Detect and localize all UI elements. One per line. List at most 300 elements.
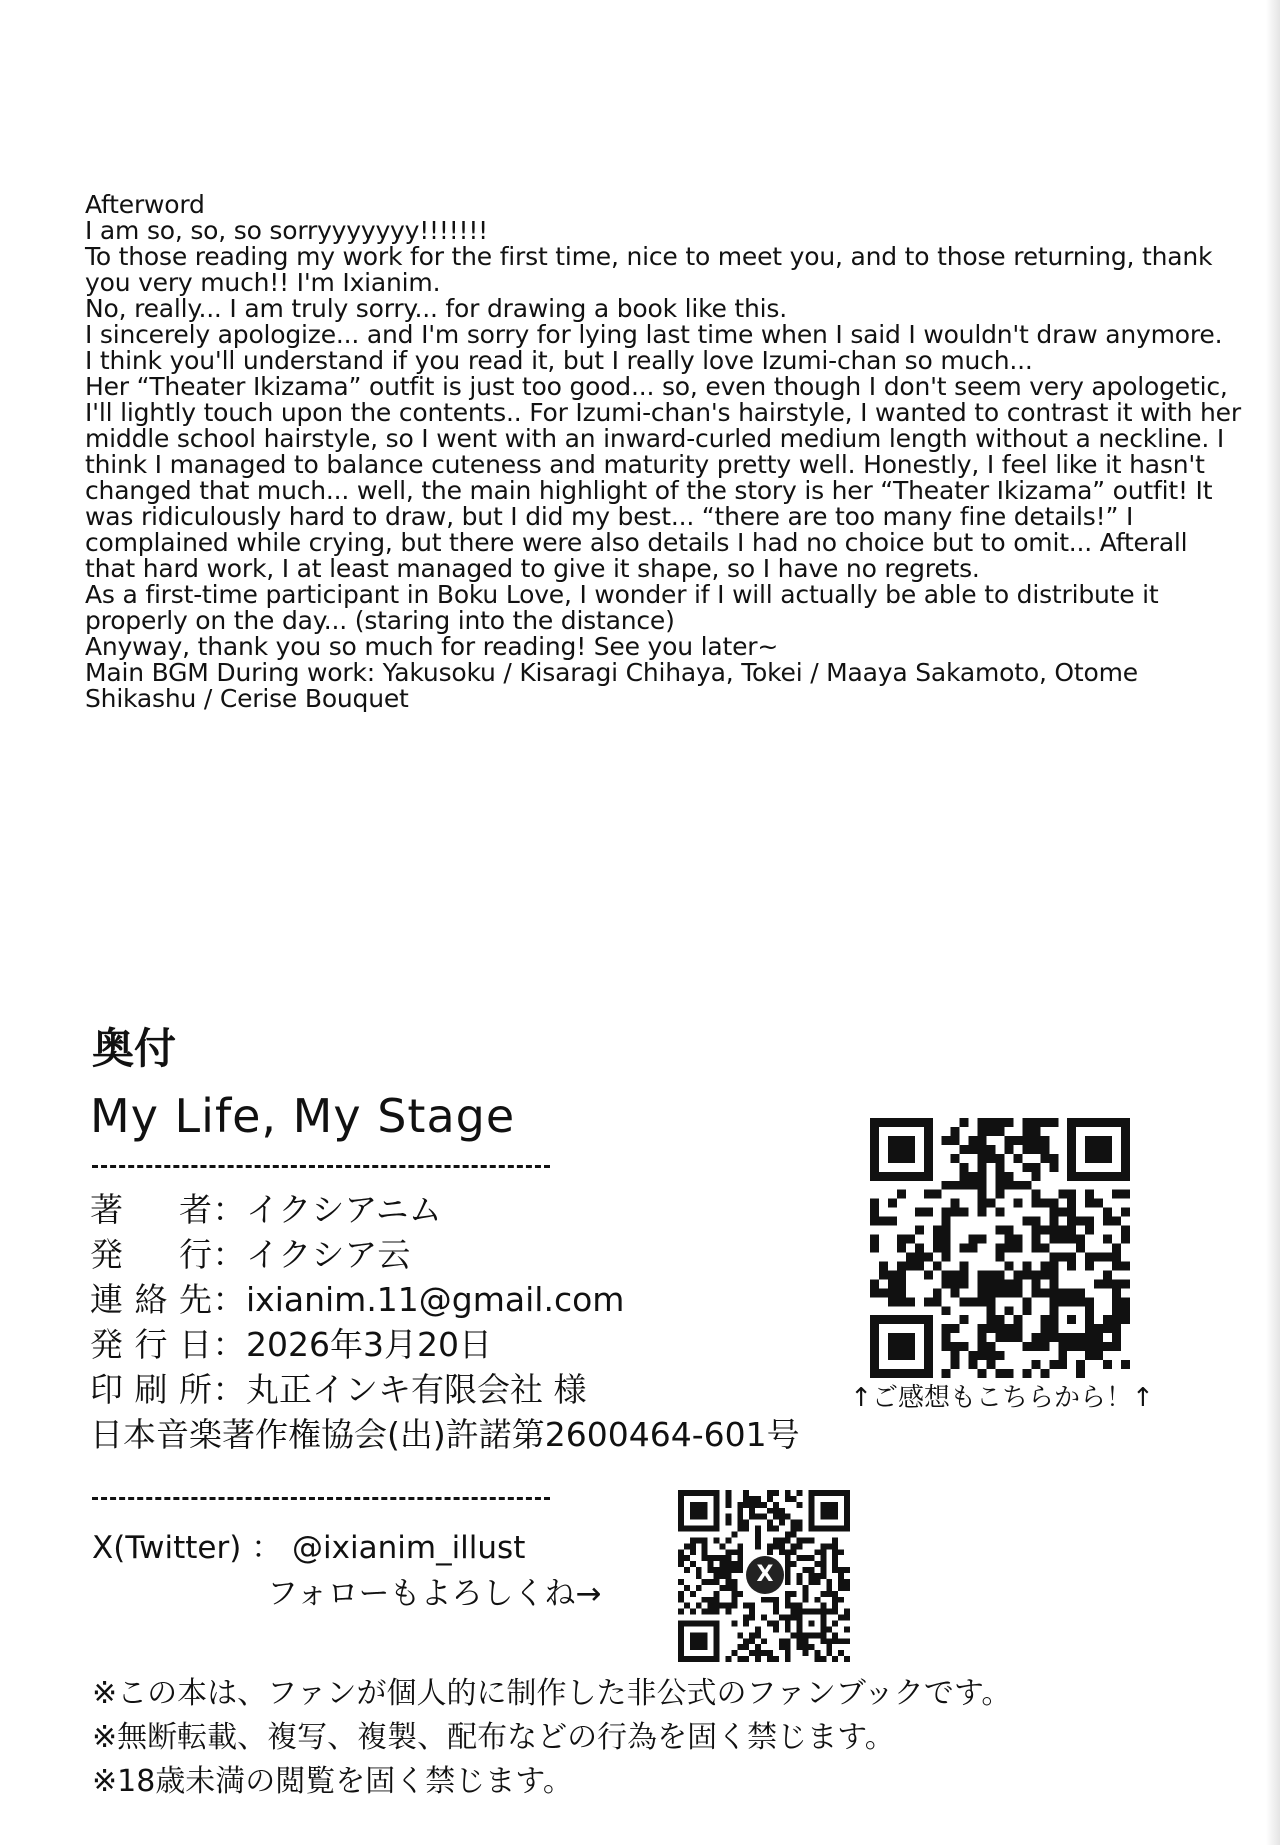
qr-module	[978, 1342, 987, 1351]
qr-module	[1103, 1154, 1112, 1163]
qr-module	[1049, 1217, 1058, 1226]
qr-module	[808, 1579, 814, 1585]
qr-module	[1103, 1279, 1112, 1288]
jasrac-permission	[90, 1412, 890, 1457]
qr-module	[702, 1638, 708, 1644]
qr-module	[731, 1620, 737, 1626]
qr-module	[951, 1154, 960, 1163]
qr-module	[906, 1235, 915, 1244]
qr-module	[1076, 1297, 1085, 1306]
qr-module	[897, 1235, 906, 1244]
qr-module	[755, 1632, 761, 1638]
qr-module	[870, 1172, 879, 1181]
qr-module	[832, 1543, 838, 1549]
qr-module	[714, 1644, 720, 1650]
qr-module	[897, 1172, 906, 1181]
qr-module	[1121, 1190, 1130, 1199]
qr-module	[838, 1638, 844, 1644]
qr-module	[879, 1369, 888, 1378]
qr-module	[702, 1508, 708, 1514]
qr-module	[797, 1644, 803, 1650]
qr-module	[924, 1369, 933, 1378]
qr-module	[678, 1644, 684, 1650]
qr-module	[906, 1297, 915, 1306]
qr-module	[888, 1333, 897, 1342]
qr-module	[888, 1199, 897, 1208]
qr-module	[1112, 1190, 1121, 1199]
qr-module	[725, 1549, 731, 1555]
qr-module	[737, 1555, 743, 1561]
qr-module	[1094, 1136, 1103, 1145]
qr-module	[915, 1315, 924, 1324]
qr-module	[1094, 1118, 1103, 1127]
qr-module	[987, 1145, 996, 1154]
qr-module	[844, 1567, 850, 1573]
qr-module	[1049, 1208, 1058, 1217]
qr-module	[1004, 1244, 1013, 1253]
qr-module	[808, 1490, 814, 1496]
qr-module	[1085, 1306, 1094, 1315]
qr-module	[969, 1235, 978, 1244]
qr-module	[832, 1597, 838, 1603]
qr-module	[888, 1270, 897, 1279]
qr-module	[820, 1638, 826, 1644]
qr-module	[1004, 1226, 1013, 1235]
qr-module	[767, 1520, 773, 1526]
qr-module	[797, 1543, 803, 1549]
qr-module	[690, 1644, 696, 1650]
qr-module	[1040, 1270, 1049, 1279]
qr-module	[1049, 1270, 1058, 1279]
qr-module	[731, 1549, 737, 1555]
qr-module	[951, 1136, 960, 1145]
qr-module	[832, 1632, 838, 1638]
qr-module	[725, 1585, 731, 1591]
qr-module	[960, 1145, 969, 1154]
qr-module	[1058, 1226, 1067, 1235]
qr-module	[1067, 1154, 1076, 1163]
qr-module	[1031, 1244, 1040, 1253]
qr-module	[1049, 1226, 1058, 1235]
jasrac-text: 日本音楽著作権協会(出)許諾第2600464-601号	[90, 1415, 800, 1454]
qr-module	[897, 1279, 906, 1288]
qr-module	[743, 1526, 749, 1532]
qr-module	[767, 1543, 773, 1549]
qr-module	[1112, 1342, 1121, 1351]
qr-module	[844, 1626, 850, 1632]
qr-module	[678, 1650, 684, 1656]
qr-module	[960, 1244, 969, 1253]
qr-module	[720, 1603, 726, 1609]
qr-module	[720, 1573, 726, 1579]
qr-module	[897, 1297, 906, 1306]
qr-module	[1094, 1145, 1103, 1154]
qr-module	[725, 1555, 731, 1561]
qr-module	[702, 1502, 708, 1508]
qr-module	[767, 1549, 773, 1555]
qr-module	[1022, 1217, 1031, 1226]
qr-module	[702, 1644, 708, 1650]
qr-module	[969, 1136, 978, 1145]
qr-module	[897, 1244, 906, 1253]
qr-module	[1103, 1136, 1112, 1145]
qr-module	[737, 1502, 743, 1508]
qr-module	[1013, 1324, 1022, 1333]
qr-module	[1004, 1181, 1013, 1190]
qr-module	[832, 1502, 838, 1508]
qr-module	[826, 1585, 832, 1591]
qr-module	[743, 1656, 749, 1662]
qr-module	[906, 1154, 915, 1163]
qr-module	[749, 1496, 755, 1502]
qr-module	[1031, 1360, 1040, 1369]
qr-module	[924, 1208, 933, 1217]
qr-module	[731, 1532, 737, 1538]
qr-module	[987, 1154, 996, 1163]
qr-module	[720, 1543, 726, 1549]
qr-module	[915, 1244, 924, 1253]
qr-module	[951, 1199, 960, 1208]
qr-module	[1085, 1261, 1094, 1270]
qr-module	[906, 1342, 915, 1351]
qr-module	[1121, 1127, 1130, 1136]
qr-module	[1094, 1279, 1103, 1288]
qr-module	[1067, 1261, 1076, 1270]
qr-module	[897, 1333, 906, 1342]
qr-module	[773, 1626, 779, 1632]
qr-module	[678, 1502, 684, 1508]
qr-module	[897, 1315, 906, 1324]
qr-module	[978, 1163, 987, 1172]
social-block	[92, 1525, 601, 1617]
qr-module	[696, 1567, 702, 1573]
qr-module	[725, 1567, 731, 1573]
qr-module	[996, 1288, 1005, 1297]
qr-module	[951, 1342, 960, 1351]
qr-module	[1076, 1288, 1085, 1297]
qr-module	[761, 1597, 767, 1603]
qr-module	[906, 1252, 915, 1261]
qr-module	[749, 1638, 755, 1644]
qr-module	[725, 1609, 731, 1615]
qr-module	[737, 1567, 743, 1573]
qr-module	[826, 1609, 832, 1615]
qr-module	[832, 1620, 838, 1626]
qr-module	[826, 1502, 832, 1508]
qr-module	[1103, 1118, 1112, 1127]
qr-module	[960, 1208, 969, 1217]
qr-module	[808, 1520, 814, 1526]
qr-module	[1040, 1226, 1049, 1235]
qr-module	[767, 1656, 773, 1662]
qr-module	[803, 1567, 809, 1573]
qr-module	[951, 1127, 960, 1136]
qr-module	[714, 1567, 720, 1573]
qr-module	[1013, 1333, 1022, 1342]
qr-module	[696, 1537, 702, 1543]
qr-module	[708, 1597, 714, 1603]
qr-module	[987, 1270, 996, 1279]
qr-module	[785, 1591, 791, 1597]
qr-module	[702, 1597, 708, 1603]
qr-module	[888, 1279, 897, 1288]
qr-module	[1004, 1172, 1013, 1181]
afterword-line: Main BGM During work: Yakusoku / Kisaragi Chihaya, Tokei / Maaya Sakamoto, Otome Shikashu / Cerise Bouquet	[85, 658, 1138, 713]
qr-module	[844, 1609, 850, 1615]
qr-module	[1031, 1217, 1040, 1226]
qr-module	[1103, 1360, 1112, 1369]
qr-module	[832, 1638, 838, 1644]
qr-module	[1031, 1163, 1040, 1172]
qr-module	[942, 1279, 951, 1288]
qr-module	[797, 1520, 803, 1526]
qr-module	[820, 1555, 826, 1561]
qr-module	[1067, 1199, 1076, 1208]
qr-module	[690, 1609, 696, 1615]
qr-module	[844, 1638, 850, 1644]
credit-label: 発行日	[90, 1325, 212, 1364]
qr-module	[1031, 1333, 1040, 1342]
qr-module	[678, 1514, 684, 1520]
qr-module	[779, 1543, 785, 1549]
qr-module	[1112, 1252, 1121, 1261]
qr-module	[888, 1154, 897, 1163]
qr-module	[1103, 1342, 1112, 1351]
qr-module	[1076, 1217, 1085, 1226]
qr-module	[743, 1638, 749, 1644]
qr-module	[797, 1579, 803, 1585]
qr-module	[708, 1609, 714, 1615]
qr-module	[785, 1597, 791, 1603]
qr-module	[737, 1644, 743, 1650]
qr-module	[797, 1526, 803, 1532]
qr-module	[987, 1127, 996, 1136]
qr-module	[690, 1490, 696, 1496]
qr-module	[870, 1244, 879, 1253]
qr-module	[773, 1656, 779, 1662]
qr-module	[785, 1490, 791, 1496]
qr-module	[749, 1502, 755, 1508]
qr-module	[969, 1181, 978, 1190]
twitter-handle: @ixianim_illust	[292, 1530, 526, 1566]
qr-module	[785, 1615, 791, 1621]
qr-module	[888, 1217, 897, 1226]
qr-module	[844, 1579, 850, 1585]
afterword-line: As a first-time participant in Boku Love, I wonder if I will actually be able to distribute it properly on the day... (staring into the distance)	[85, 580, 1159, 635]
qr-module	[1076, 1118, 1085, 1127]
qr-module	[708, 1579, 714, 1585]
qr-module	[915, 1261, 924, 1270]
qr-module	[1067, 1315, 1076, 1324]
qr-module	[1085, 1324, 1094, 1333]
qr-module	[820, 1573, 826, 1579]
qr-module	[737, 1508, 743, 1514]
qr-module	[678, 1656, 684, 1662]
qr-module	[996, 1181, 1005, 1190]
qr-module	[969, 1145, 978, 1154]
qr-module	[725, 1656, 731, 1662]
credit-value: イクシア云	[246, 1235, 411, 1274]
qr-module	[978, 1190, 987, 1199]
qr-module	[696, 1526, 702, 1532]
qr-module	[702, 1526, 708, 1532]
qr-module	[779, 1537, 785, 1543]
qr-module	[888, 1145, 897, 1154]
qr-module	[803, 1632, 809, 1638]
notices-block	[92, 1672, 1011, 1804]
qr-module	[844, 1585, 850, 1591]
qr-module	[996, 1127, 1005, 1136]
qr-module	[743, 1490, 749, 1496]
qr-module	[1103, 1172, 1112, 1181]
qr-module	[951, 1279, 960, 1288]
qr-module	[808, 1537, 814, 1543]
qr-module	[702, 1609, 708, 1615]
qr-module	[879, 1172, 888, 1181]
qr-module	[1121, 1136, 1130, 1145]
qr-module	[951, 1324, 960, 1333]
qr-module	[737, 1591, 743, 1597]
qr-module	[924, 1333, 933, 1342]
qr-module	[1121, 1235, 1130, 1244]
qr-module	[1049, 1288, 1058, 1297]
qr-module	[978, 1351, 987, 1360]
qr-module	[737, 1632, 743, 1638]
notice-line: ※無断転載、複写、複製、配布などの行為を固く禁じます。	[92, 1720, 895, 1755]
qr-module	[906, 1145, 915, 1154]
qr-module	[906, 1351, 915, 1360]
qr-module	[1112, 1217, 1121, 1226]
qr-module	[844, 1508, 850, 1514]
qr-module	[996, 1315, 1005, 1324]
qr-module	[1058, 1360, 1067, 1369]
qr-module	[755, 1496, 761, 1502]
qr-module	[1058, 1333, 1067, 1342]
qr-module	[1049, 1252, 1058, 1261]
qr-module	[1094, 1252, 1103, 1261]
qr-module	[785, 1650, 791, 1656]
qr-module	[1094, 1351, 1103, 1360]
page-edge-shadow	[1266, 0, 1280, 1845]
qr-module	[1031, 1136, 1040, 1145]
qr-module	[969, 1297, 978, 1306]
qr-module	[942, 1324, 951, 1333]
credit-row-contact	[90, 1277, 890, 1322]
qr-module	[808, 1573, 814, 1579]
qr-module	[1049, 1324, 1058, 1333]
qr-module	[690, 1638, 696, 1644]
qr-module	[1049, 1261, 1058, 1270]
qr-module	[743, 1520, 749, 1526]
qr-module	[870, 1208, 879, 1217]
qr-module	[978, 1297, 987, 1306]
qr-module	[870, 1136, 879, 1145]
qr-module	[820, 1549, 826, 1555]
qr-module	[1094, 1333, 1103, 1342]
qr-module	[820, 1543, 826, 1549]
qr-module	[725, 1603, 731, 1609]
qr-module	[1022, 1270, 1031, 1279]
qr-module	[844, 1656, 850, 1662]
qr-module	[832, 1609, 838, 1615]
qr-module	[942, 1333, 951, 1342]
qr-module	[915, 1118, 924, 1127]
qr-module	[714, 1514, 720, 1520]
credit-colon: ：	[212, 1325, 246, 1364]
qr-module	[797, 1638, 803, 1644]
qr-module	[761, 1650, 767, 1656]
qr-module	[820, 1591, 826, 1597]
qr-module	[820, 1508, 826, 1514]
qr-module	[1013, 1235, 1022, 1244]
qr-module	[714, 1520, 720, 1526]
qr-module	[897, 1270, 906, 1279]
qr-module	[832, 1508, 838, 1514]
qr-module	[888, 1136, 897, 1145]
qr-module	[791, 1543, 797, 1549]
qr-module	[803, 1591, 809, 1597]
qr-module	[996, 1118, 1005, 1127]
qr-module	[767, 1620, 773, 1626]
qr-module	[951, 1181, 960, 1190]
qr-module	[897, 1369, 906, 1378]
qr-module	[897, 1342, 906, 1351]
qr-module	[702, 1549, 708, 1555]
qr-module	[879, 1270, 888, 1279]
qr-module	[1058, 1288, 1067, 1297]
qr-module	[888, 1288, 897, 1297]
credit-value: 丸正インキ有限会社 様	[246, 1370, 587, 1409]
credit-colon: ：	[212, 1235, 246, 1274]
qr-module	[978, 1118, 987, 1127]
qr-module	[844, 1496, 850, 1502]
qr-module	[690, 1561, 696, 1567]
qr-module	[1103, 1252, 1112, 1261]
qr-module	[1103, 1235, 1112, 1244]
qr-module	[737, 1549, 743, 1555]
qr-module	[684, 1526, 690, 1532]
qr-module	[714, 1656, 720, 1662]
qr-module	[960, 1163, 969, 1172]
qr-module	[996, 1226, 1005, 1235]
qr-module	[696, 1603, 702, 1609]
qr-module	[696, 1585, 702, 1591]
qr-module	[714, 1638, 720, 1644]
qr-module	[924, 1351, 933, 1360]
qr-module	[987, 1324, 996, 1333]
qr-module	[906, 1315, 915, 1324]
qr-module	[808, 1632, 814, 1638]
qr-module	[1013, 1279, 1022, 1288]
qr-module	[702, 1579, 708, 1585]
qr-module	[714, 1632, 720, 1638]
qr-module	[924, 1118, 933, 1127]
qr-module	[714, 1609, 720, 1615]
qr-module	[791, 1615, 797, 1621]
qr-module	[1103, 1145, 1112, 1154]
qr-module	[1067, 1217, 1076, 1226]
qr-module	[820, 1490, 826, 1496]
qr-module	[1013, 1136, 1022, 1145]
qr-module	[960, 1297, 969, 1306]
qr-module	[1085, 1297, 1094, 1306]
qr-module	[826, 1579, 832, 1585]
qr-module	[678, 1609, 684, 1615]
qr-module	[773, 1514, 779, 1520]
qr-module	[942, 1181, 951, 1190]
qr-module	[1103, 1315, 1112, 1324]
qr-module	[897, 1136, 906, 1145]
